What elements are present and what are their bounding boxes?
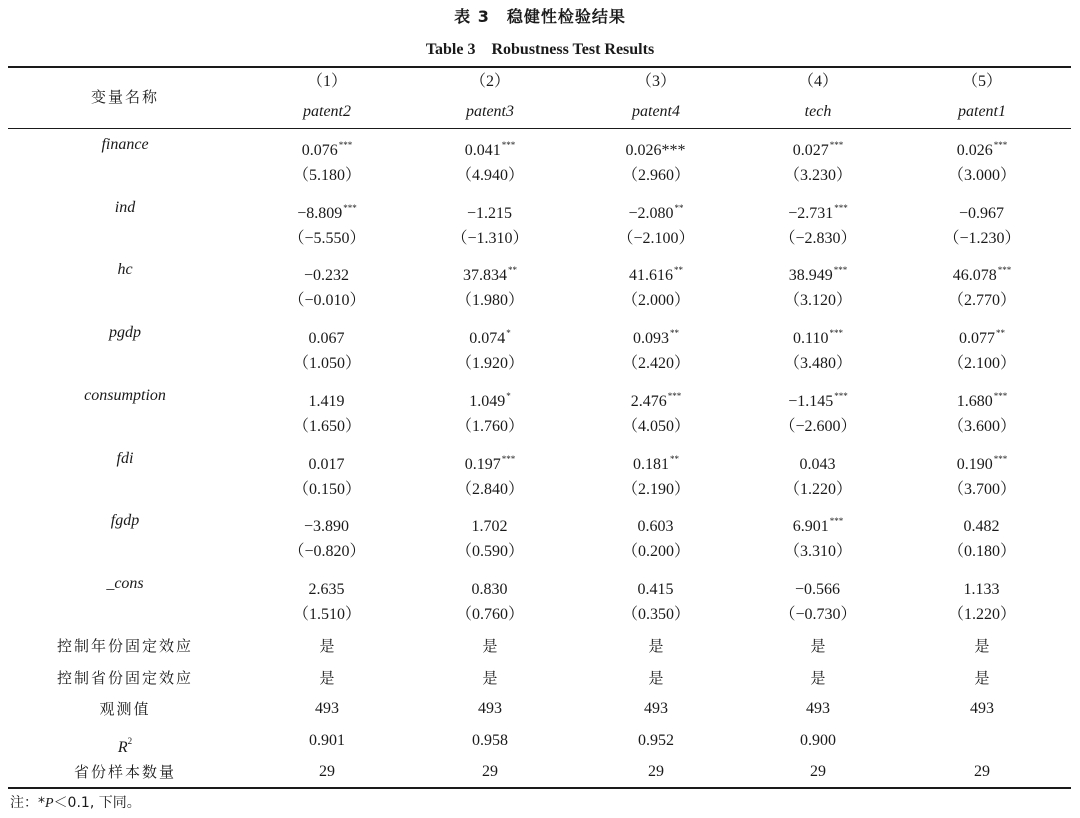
footer-row-label (0, 729, 250, 756)
footer-value-cell: 29 (482, 763, 498, 780)
coefficient-value: 0.041 (464, 142, 501, 159)
t-statistic-cell: （−2.100） (617, 230, 695, 247)
coefficient-cell (247, 196, 407, 220)
footer-row-label (0, 697, 250, 721)
t-statistic-cell: （3.310） (783, 543, 852, 560)
coefficient-value: 0.093 (633, 330, 669, 347)
coefficient-value: 2.476 (630, 393, 667, 410)
coefficient-cell (576, 133, 736, 157)
coefficient-cell (902, 509, 1062, 533)
coefficient-value: 0.076 (301, 142, 338, 159)
t-statistic-cell: （1.760） (455, 418, 524, 435)
t-statistic-cell: （0.590） (455, 543, 524, 560)
coefficient-value: 0.027 (792, 142, 829, 159)
footer-value-cell: 0.900 (800, 732, 836, 749)
coefficient-value: −1.215 (466, 205, 513, 222)
significance-stars: *** (338, 140, 353, 150)
t-statistic-cell: （0.150） (292, 481, 361, 498)
coefficient-value: −8.809 (297, 205, 343, 222)
t-statistic-cell: （−0.730） (779, 606, 857, 623)
footer-value-cell: 是 (648, 669, 664, 687)
significance-stars: *** (834, 391, 848, 401)
row-variable-name: finance (101, 136, 149, 153)
coefficient-cell (576, 572, 736, 596)
note-prefix: 注：* (10, 795, 45, 811)
t-statistic-cell: （−1.230） (943, 230, 1021, 247)
coefficient-value: −2.731 (788, 205, 834, 222)
coefficient-value: −3.890 (303, 518, 350, 535)
significance-stars: *** (993, 140, 1008, 150)
coefficient-cell (576, 447, 736, 471)
column-dependent-variable: patent3 (466, 103, 514, 120)
coefficient-value: 0.110 (793, 330, 829, 347)
coefficient-cell (738, 384, 898, 408)
t-statistic-cell: （1.920） (455, 355, 524, 372)
t-statistic-cell: （3.480） (783, 355, 852, 372)
coefficient-cell (247, 258, 407, 282)
footer-value-cell: 是 (319, 637, 335, 655)
footer-value-cell: 是 (974, 637, 990, 655)
row-variable-name: consumption (84, 387, 166, 404)
significance-stars: ** (670, 328, 679, 338)
column-number: （5） (961, 73, 1002, 90)
coefficient-value: 0.197 (464, 456, 501, 473)
coefficient-cell (410, 196, 570, 220)
t-statistic-cell: （3.700） (947, 481, 1016, 498)
table-title-cn: 表 3 稳健性检验结果 (454, 7, 626, 26)
superscript-2: 2 (127, 736, 133, 746)
significance-stars: ** (996, 328, 1005, 338)
row-variable-name: hc (117, 261, 133, 278)
coefficient-value: −0.566 (794, 581, 841, 598)
footer-value-cell: 29 (974, 763, 990, 780)
coefficient-cell (247, 133, 407, 157)
footer-row-label-text: 观测值 (99, 700, 151, 718)
coefficient-value: 0.026 (956, 142, 993, 159)
coefficient-cell (738, 572, 898, 596)
column-number: （2） (469, 73, 510, 90)
coefficient-cell (576, 196, 736, 220)
t-statistic-cell: （2.190） (621, 481, 690, 498)
coefficient-value: −1.145 (788, 393, 834, 410)
row-variable-name: fgdp (110, 512, 140, 529)
t-statistic-cell: （0.180） (947, 543, 1016, 560)
coefficient-cell (902, 447, 1062, 471)
coefficient-value: −0.232 (303, 267, 350, 284)
t-statistic-cell: （0.350） (621, 606, 690, 623)
significance-stars: *** (501, 454, 516, 464)
coefficient-cell (902, 258, 1062, 282)
t-statistic-cell: （2.000） (621, 292, 690, 309)
t-statistic-cell: （−0.010） (288, 292, 366, 309)
t-statistic-cell: （1.220） (947, 606, 1016, 623)
coefficient-cell (902, 196, 1062, 220)
coefficient-cell (576, 321, 736, 345)
coefficient-cell (902, 321, 1062, 345)
column-number: （1） (306, 73, 347, 90)
table-title-en: Table 3 Robustness Test Results (425, 41, 655, 58)
top-rule (8, 66, 1071, 68)
note-suffix: ＜0.1, 下同。 (53, 795, 141, 811)
significance-stars: *** (829, 140, 844, 150)
footer-value-cell: 29 (810, 763, 826, 780)
footer-row-label (0, 760, 250, 784)
column-dependent-variable: patent4 (632, 103, 680, 120)
coefficient-value: 38.949 (788, 267, 833, 284)
significance-stars: *** (501, 140, 516, 150)
significance-stars: *** (829, 516, 844, 526)
footer-value-cell: 是 (319, 669, 335, 687)
column-dependent-variable: patent2 (303, 103, 351, 120)
footer-row-label-text: 省份样本数量 (73, 763, 176, 781)
coefficient-value: 37.834 (463, 267, 507, 284)
coefficient-cell (410, 572, 570, 596)
coefficient-value: 0.830 (471, 581, 508, 598)
t-statistic-cell: （5.180） (292, 167, 361, 184)
t-statistic-cell: （−2.600） (779, 418, 857, 435)
t-statistic-cell: （2.770） (947, 292, 1016, 309)
coefficient-cell (576, 509, 736, 533)
significance-stars: ** (508, 265, 517, 275)
coefficient-cell (738, 196, 898, 220)
t-statistic-cell: （2.420） (621, 355, 690, 372)
t-statistic-cell: （1.220） (783, 481, 852, 498)
table-note (10, 792, 141, 814)
footer-value-cell: 493 (644, 700, 668, 717)
coefficient-value: 0.017 (308, 456, 345, 473)
significance-stars: *** (833, 265, 848, 275)
coefficient-cell (247, 321, 407, 345)
t-statistic-cell: （2.100） (947, 355, 1016, 372)
column-dependent-variable: patent1 (958, 103, 1006, 120)
footer-value-cell: 493 (806, 700, 830, 717)
significance-stars: *** (667, 391, 682, 401)
footer-value-cell: 是 (810, 637, 826, 655)
coefficient-cell (738, 321, 898, 345)
coefficient-cell (902, 572, 1062, 596)
coefficient-value: 0.077 (959, 330, 995, 347)
significance-stars: ** (670, 454, 679, 464)
coefficient-value: 0.482 (963, 518, 1000, 535)
significance-stars: * (506, 391, 511, 401)
footer-value-cell: 是 (482, 637, 498, 655)
coefficient-value: 1.049 (469, 393, 506, 410)
coefficient-value: 0.181 (633, 456, 669, 473)
coefficient-value: 1.133 (963, 581, 1000, 598)
coefficient-cell (410, 447, 570, 471)
significance-stars: ** (674, 265, 683, 275)
significance-stars: *** (997, 265, 1012, 275)
coefficient-cell (902, 133, 1062, 157)
coefficient-value: 0.603 (637, 518, 674, 535)
t-statistic-cell: （3.120） (783, 292, 852, 309)
coefficient-value: 0.190 (956, 456, 993, 473)
coefficient-value: 0.074 (469, 330, 506, 347)
footer-value-cell: 是 (482, 669, 498, 687)
footer-value-cell (902, 729, 1062, 753)
row-variable-name: ind (114, 199, 136, 216)
significance-stars: *** (834, 203, 848, 213)
significance-stars: *** (829, 328, 843, 338)
footer-value-cell: 29 (319, 763, 335, 780)
coefficient-cell (247, 509, 407, 533)
significance-stars: *** (993, 454, 1008, 464)
coefficient-cell (902, 384, 1062, 408)
header-rule (8, 128, 1071, 129)
coefficient-cell (738, 447, 898, 471)
coefficient-value: 0.043 (799, 456, 836, 473)
t-statistic-cell: （1.980） (455, 292, 524, 309)
coefficient-cell (410, 509, 570, 533)
t-statistic-cell: （4.940） (455, 167, 524, 184)
coefficient-value: 1.702 (471, 518, 508, 535)
row-variable-name: pgdp (109, 324, 141, 341)
coefficient-cell (247, 572, 407, 596)
footer-row-label-text: R (117, 739, 128, 756)
significance-stars: ** (674, 203, 684, 213)
t-statistic-cell: （4.050） (621, 418, 690, 435)
t-statistic-cell: （−1.310） (451, 230, 529, 247)
variable-name-header: 变量名称 (90, 88, 159, 106)
row-variable-name: fdi (116, 450, 134, 467)
coefficient-value: 0.026*** (625, 142, 686, 159)
footer-value-cell: 493 (478, 700, 502, 717)
coefficient-value: 1.419 (308, 393, 345, 410)
column-dependent-variable: tech (804, 103, 832, 120)
column-number: （3） (635, 73, 676, 90)
t-statistic-cell: （2.960） (621, 167, 690, 184)
coefficient-value: 1.680 (956, 393, 993, 410)
footer-value-cell: 是 (810, 669, 826, 687)
coefficient-cell (247, 384, 407, 408)
t-statistic-cell: （0.760） (455, 606, 524, 623)
footer-row-label (0, 666, 250, 690)
t-statistic-cell: （3.230） (783, 167, 852, 184)
t-statistic-cell: （3.000） (947, 167, 1016, 184)
coefficient-value: 41.616 (629, 267, 673, 284)
coefficient-cell (410, 133, 570, 157)
t-statistic-cell: （1.050） (292, 355, 361, 372)
significance-stars: * (506, 328, 511, 338)
coefficient-value: 0.415 (637, 581, 674, 598)
footer-value-cell: 0.952 (638, 732, 674, 749)
coefficient-cell (738, 133, 898, 157)
t-statistic-cell: （0.200） (621, 543, 690, 560)
coefficient-value: 6.901 (792, 518, 829, 535)
footer-row-label-text: 控制年份固定效应 (56, 637, 193, 655)
column-number: （4） (797, 73, 838, 90)
t-statistic-cell: （3.600） (947, 418, 1016, 435)
footer-value-cell: 493 (970, 700, 994, 717)
footer-value-cell: 29 (648, 763, 664, 780)
footer-value-cell: 是 (974, 669, 990, 687)
footer-row-label (0, 634, 250, 658)
coefficient-cell (410, 321, 570, 345)
coefficient-cell (410, 384, 570, 408)
bottom-rule (8, 787, 1071, 789)
t-statistic-cell: （−5.550） (288, 230, 366, 247)
coefficient-value: −2.080 (628, 205, 674, 222)
coefficient-cell (576, 258, 736, 282)
footer-row-label-text: 控制省份固定效应 (56, 669, 193, 687)
coefficient-cell (738, 509, 898, 533)
t-statistic-cell: （1.650） (292, 418, 361, 435)
t-statistic-cell: （−0.820） (288, 543, 366, 560)
coefficient-value: −0.967 (958, 205, 1005, 222)
coefficient-cell (410, 258, 570, 282)
significance-stars: *** (343, 203, 357, 213)
footer-value-cell: 0.958 (472, 732, 508, 749)
t-statistic-cell: （−2.830） (779, 230, 857, 247)
coefficient-value: 46.078 (952, 267, 997, 284)
coefficient-cell (247, 447, 407, 471)
footer-value-cell: 0.901 (309, 732, 345, 749)
t-statistic-cell: （2.840） (455, 481, 524, 498)
coefficient-cell (738, 258, 898, 282)
t-statistic-cell: （1.510） (292, 606, 361, 623)
significance-stars: *** (993, 391, 1008, 401)
coefficient-cell (576, 384, 736, 408)
footer-value-cell: 是 (648, 637, 664, 655)
coefficient-value: 2.635 (308, 581, 345, 598)
row-variable-name: _cons (106, 575, 144, 592)
footer-value-cell: 493 (315, 700, 339, 717)
note-p: P (45, 796, 54, 811)
coefficient-value: 0.067 (308, 330, 345, 347)
